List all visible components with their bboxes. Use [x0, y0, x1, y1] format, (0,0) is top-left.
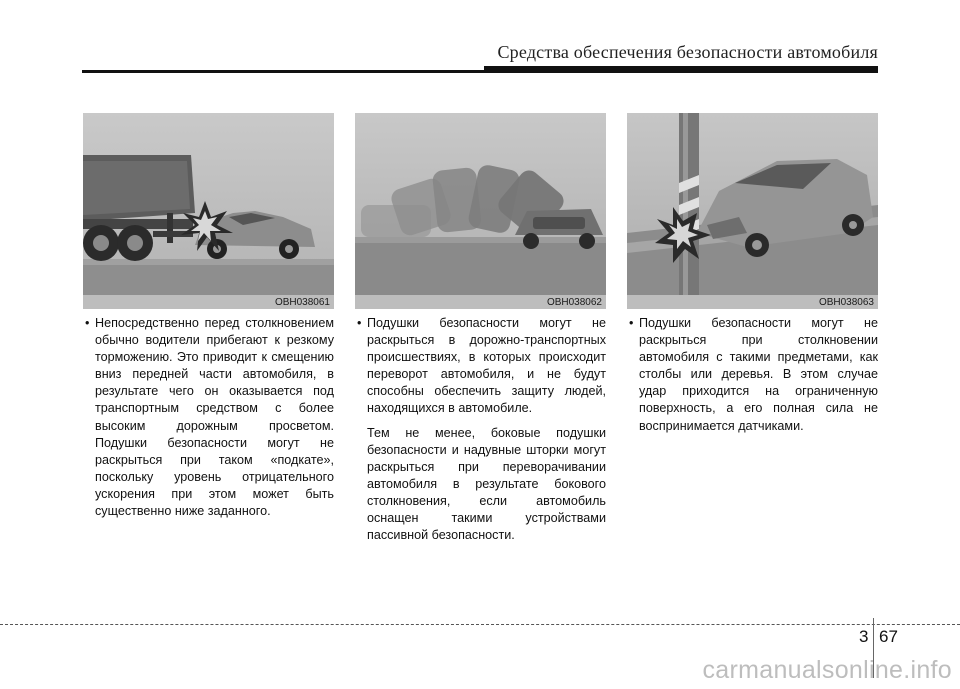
figure-code: OBH038063	[818, 297, 874, 308]
bullet-paragraph: • Подушки безопасности могут не раскрыться в дорожно-транспортных происшествиях, в которых происходит переворот автомобиля, и не будут способны обеспечить защиту людей, находящихся в автомобиле.	[355, 315, 606, 418]
figure-pole	[627, 113, 878, 309]
figure-underride	[83, 113, 334, 309]
text-column-3	[627, 315, 878, 435]
figure-code: OBH038062	[546, 297, 602, 308]
footer-rule	[0, 624, 960, 625]
watermark-text: carmanualsonline.info	[702, 656, 952, 684]
text-column-1	[83, 315, 334, 520]
page-number: 67	[879, 627, 898, 646]
header-rule-accent	[484, 66, 878, 73]
figure-rollover	[355, 113, 606, 309]
figure-code: OBH038061	[274, 297, 330, 308]
bullet-paragraph: • Подушки безопасности могут не раскрыться при столкновении автомобиля с такими предметами, как столбы или деревья. В этом случае удар приходится на ограниченную поверхность, а его полная сила не воспринимается датчиками.	[627, 315, 878, 435]
text-column-2	[355, 315, 606, 544]
continuation-paragraph: Тем не менее, боковые подушки безопасности и надувные шторки могут раскрыться при переворачивании автомобиля в результате бокового столкновения, если автомобиль оснащен такими устройствами пассивной безопасности.	[367, 425, 606, 543]
car-pole-collision-illustration	[627, 113, 878, 295]
section-title: Средства обеспечения безопасности автомобиля	[497, 42, 878, 62]
car-rollover-illustration	[355, 113, 606, 295]
truck-underride-collision-illustration	[83, 113, 334, 295]
bullet-paragraph: • Непосредственно перед столкновением обычно водители прибегают к резкому торможению. Это приводит к смещению вниз передней части автомобиля, в результате чего он оказывается под транспортным средством с более высоким дорожным просветом. Подушки безопасности могут не раскрыться при таком «подкате», поскольку уровень отрицательного ускорения при этом может быть существенно ниже заданного.	[83, 315, 334, 520]
chapter-number: 3	[859, 627, 869, 646]
